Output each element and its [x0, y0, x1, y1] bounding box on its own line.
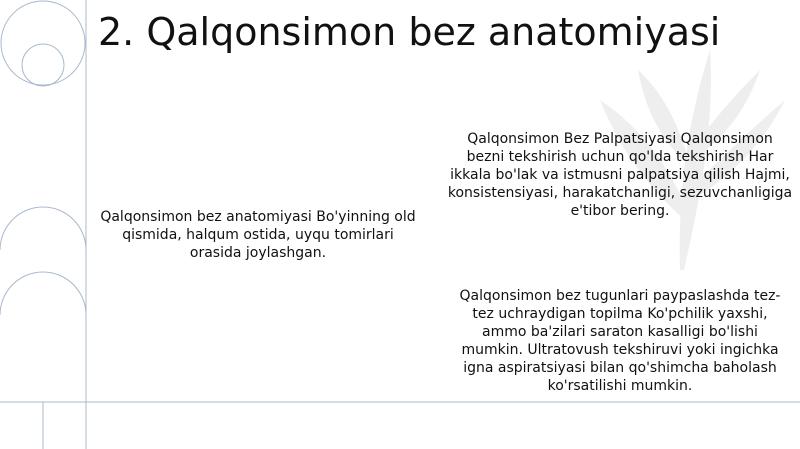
- palpation-description: Qalqonsimon Bez Palpatsiyasi Qalqonsimon bezni tekshirish uchun qo'lda tekshirish Har ikkala bo'lak va istmusni palpatsiya qilish Hajmi, konsistensiyasi, harakatchanligi, sezuvchanligiga e'tibor bering.: [447, 131, 793, 219]
- nodules-description: Qalqonsimon bez tugunlari paypaslashda tez-tez uchraydigan topilma Ko'pchilik yaxshi, ammo ba'zilari saraton kasalligi bo'lishi mumkin. Ultratovush tekshiruvi yoki ingichka igna aspiratsiyasi bilan qo'shimcha baholash ko'rsatilishi mumkin.: [459, 288, 781, 394]
- anatomy-description: Qalqonsimon bez anatomiyasi Bo'yinning old qismida, halqum ostida, uyqu tomirlari orasida joylashgan.: [100, 209, 416, 261]
- slide-title: 2. Qalqonsimon bez anatomiyasi: [98, 10, 721, 54]
